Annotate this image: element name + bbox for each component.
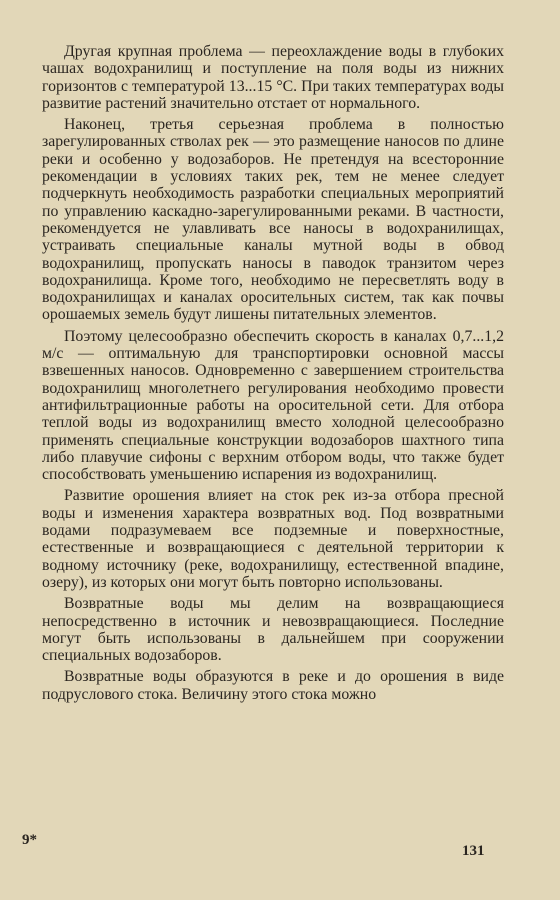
paragraph-2: Наконец, третья серьезная проблема в полностью зарегулированных стволах рек — это размещение наносов по длине реки и особенно у водозаборов. Не претендуя на всесторонние рекомендации в условиях таких рек, тем не менее следует подчеркнуть необходимость разработки специальных мероприятий по управлению каскадно-зарегулированными реками. В частности, рекомендуется не улавливать все наносы в водохранилищах, устраивать специальные каналы мутной воды в обвод водохранилищ, пропускать наносы в паводок транзитом через водохранилища. Кроме того, необходимо не пересветлять воду в водохранилищах и каналах оросительных систем, так как почвы орошаемых земель будут лишены питательных элементов.: [42, 116, 504, 324]
page-number: 131: [462, 843, 485, 859]
body-text: [42, 43, 504, 707]
paragraph-3: Поэтому целесообразно обеспечить скорость в каналах 0,7...1,2 м/с — оптимальную для транспортировки основной массы взвешенных наносов. Одновременно с завершением строительства водохранилищ многолетнего регулирования необходимо провести антифильтрационные работы на оросительной сети. Для отбора теплой воды из водохранилищ вместо холодной целесообразно применять специальные конструкции водозаборов шахтного типа либо плавучие сифоны с верхним отбором воды, что также будет способствовать уменьшению испарения из водохранилищ.: [42, 327, 504, 484]
paragraph-5: Возвратные воды мы делим на возвращающиеся непосредственно в источник и невозвращающиеся. Последние могут быть использованы в дальнейшем при сооружении специальных водозаборов.: [42, 595, 504, 665]
paragraph-6: Возвратные воды образуются в реке и до орошения в виде подруслового стока. Величину этого стока можно: [42, 668, 504, 703]
signature-mark: 9*: [22, 832, 37, 848]
paragraph-4: Развитие орошения влияет на сток рек из-за отбора пресной воды и изменения характера возвратных вод. Под возвратными водами подразумеваем все подземные и поверхностные, естественные и возвращающиеся с деятельной территории к водному источнику (реке, водохранилищу, естественной впадине, озеру), из которых они могут быть повторно использованы.: [42, 487, 504, 591]
paragraph-1: Другая крупная проблема — переохлаждение воды в глубоких чашах водохранилищ и поступление на поля воды из нижних горизонтов с температурой 13...15 °С. При таких температурах воды развитие растений значительно отстает от нормального.: [42, 43, 504, 112]
